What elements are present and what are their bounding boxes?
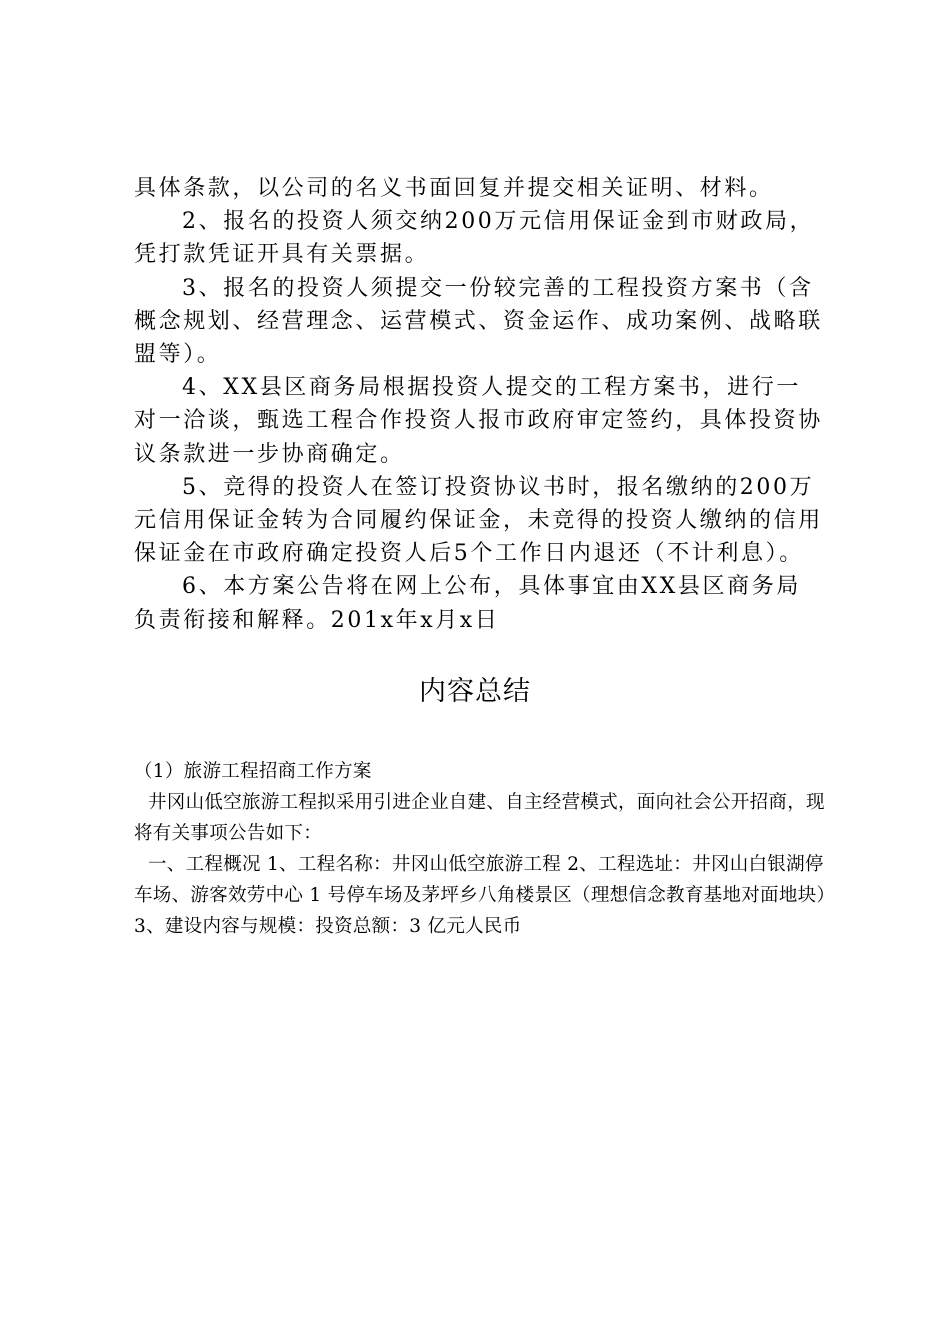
- summary-line-3: 一、工程概况 1、工程名称：井冈山低空旅游工程 2、工程选址：井冈山白银湖停车场、游客效劳中心 1 号停车场及茅坪乡八角楼景区（理想信念教育基地对面地块）3、建设内容与规模：投资总额：3 亿元人民币: [134, 854, 826, 937]
- summary-section: [134, 756, 834, 942]
- paragraph-4: 4、XX县区商务局根据投资人提交的工程方案书，进行一对一洽谈，甄选工程合作投资人报市政府审定签约，具体投资协议条款进一步协商确定。: [134, 375, 823, 467]
- paragraph-2: 2、报名的投资人须交纳200万元信用保证金到市财政局，凭打款凭证开具有关票据。: [134, 209, 815, 268]
- paragraph-5: 5、竞得的投资人在签订投资协议书时，报名缴纳的200万元信用保证金转为合同履约保证金，未竞得的投资人缴纳的信用保证金在市政府确定投资人后5个工作日内退还（不计利息）。: [134, 474, 823, 567]
- summary-title: 内容总结: [419, 676, 531, 707]
- paragraph-6: 6、本方案公告将在网上公布，具体事宜由XX县区商务局负责衔接和解释。201x年x月x日: [134, 574, 801, 633]
- paragraph-1: 具体条款，以公司的名义书面回复并提交相关证明、材料。: [134, 176, 774, 201]
- document-body: [134, 172, 824, 637]
- summary-line-2: 井冈山低空旅游工程拟采用引进企业自建、自主经营模式，面向社会公开招商，现将有关事项公告如下：: [134, 792, 825, 844]
- paragraph-3: 3、报名的投资人须提交一份较完善的工程投资方案书（含概念规划、经营理念、运营模式、资金运作、成功案例、战略联盟等）。: [134, 275, 823, 368]
- summary-line-1: （1）旅游工程招商工作方案: [134, 761, 372, 782]
